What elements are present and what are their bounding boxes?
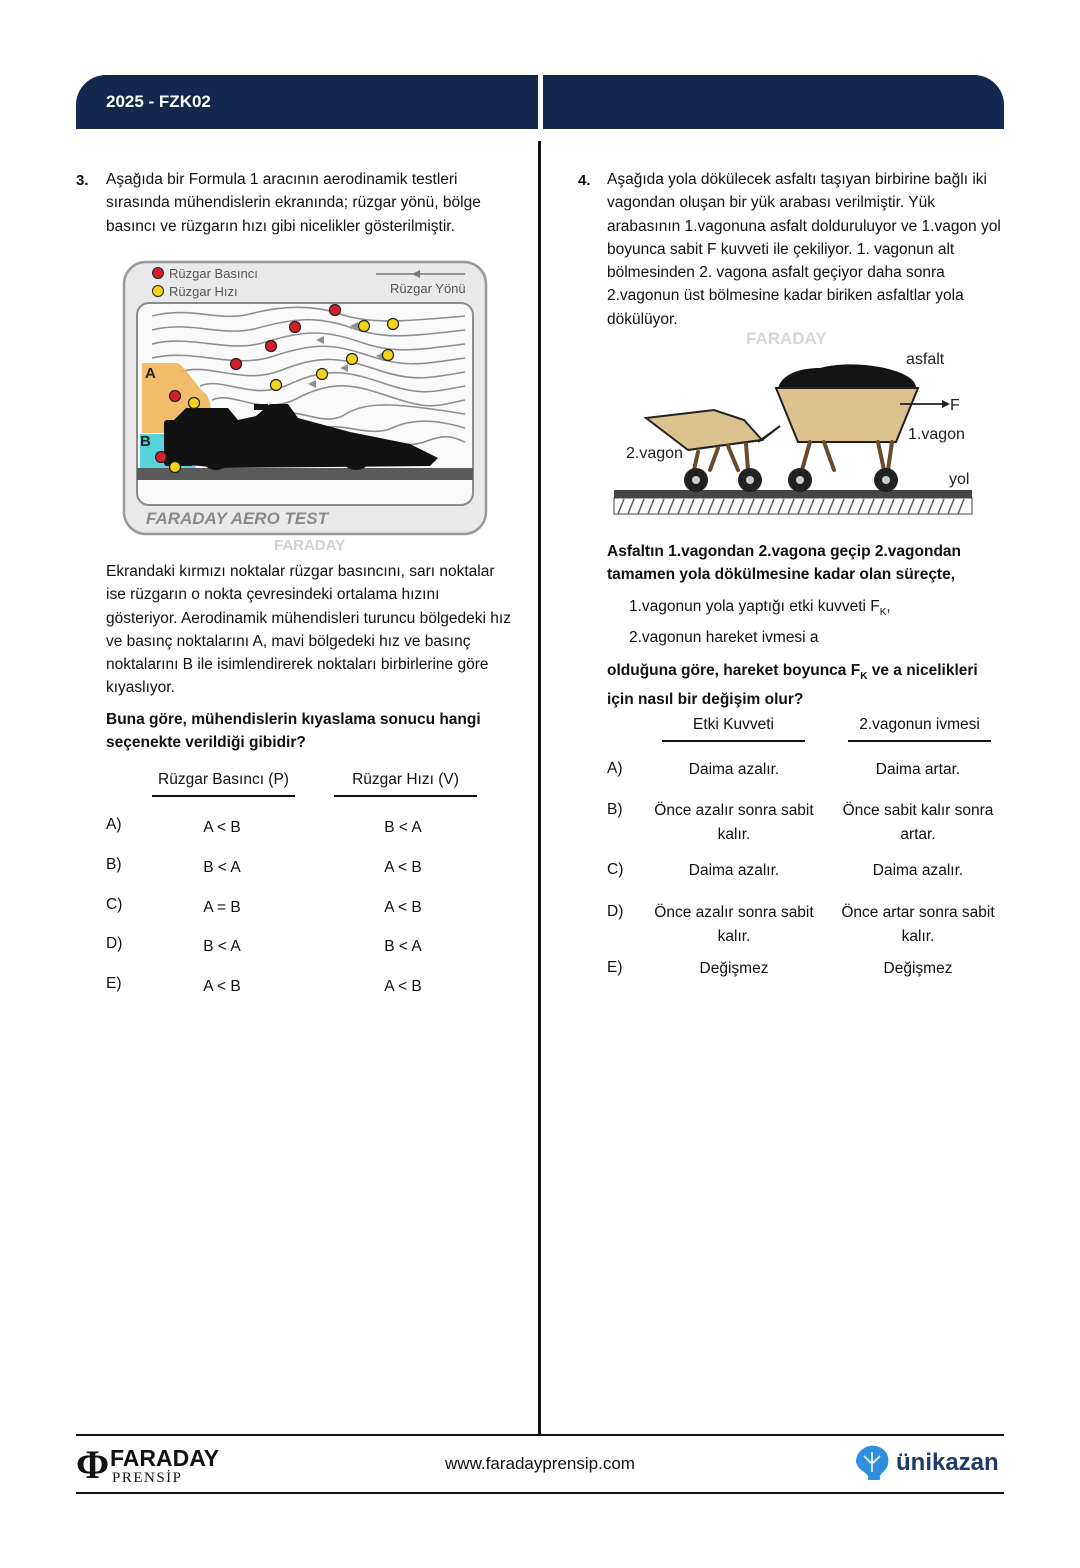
asphalt-label: asfalt [906, 351, 945, 368]
column-divider [538, 141, 541, 1434]
force-label: F [950, 397, 960, 414]
option-acceleration: Daima azalır. [872, 862, 964, 879]
watermark: FARADAY [746, 329, 827, 348]
q4-option-e[interactable] [607, 957, 1004, 983]
option-speed: B < A [384, 938, 422, 955]
option-letter: D) [106, 935, 123, 952]
aero-brand-text: FARADAY AERO TEST [146, 509, 328, 528]
option-speed: A < B [384, 859, 422, 876]
option-pressure: B < A [203, 938, 241, 955]
pressure-dot [266, 341, 277, 352]
wagon-1-label: 1.vagon [908, 426, 965, 443]
option-letter: A) [106, 816, 122, 833]
pressure-dot [231, 359, 242, 370]
q3-question: Buna göre, mühendislerin kıyaslama sonucu hangi seçenekte verildiği gibidir? [106, 711, 481, 752]
header-bar-left [76, 75, 538, 129]
phi-icon: Φ [76, 1442, 110, 1487]
track-ground [137, 468, 473, 480]
option-acceleration: Daima artar. [875, 761, 961, 778]
pressure-dot-b [156, 452, 167, 463]
legend-pressure-label: Rüzgar Basıncı [169, 266, 258, 281]
option-letter: B) [106, 856, 122, 873]
option-acceleration: Önce sabit kalır sonra artar. [842, 802, 994, 843]
q3-option-b[interactable] [106, 856, 506, 880]
option-letter: E) [607, 959, 623, 976]
speed-dot [271, 380, 282, 391]
q3-col-pressure: Rüzgar Basıncı (P) [152, 771, 295, 797]
speed-dot [347, 354, 358, 365]
q4-question: olduğuna göre, hareket boyunca $F_K$ ve a nicelikleri için nasıl bir değişim olur? [607, 662, 978, 709]
region-a-label: A [145, 365, 156, 382]
faraday-logo-text: FARADAY [110, 1445, 220, 1471]
legend-speed-dot [153, 286, 164, 297]
option-letter: D) [607, 903, 624, 920]
road-surface [614, 490, 972, 498]
q4-item-2: 2.vagonun hareket ivmesi a [629, 629, 819, 646]
q4-option-c[interactable] [607, 859, 1004, 885]
q4-number: 4. [578, 172, 591, 189]
option-force: Önce azalır sonra sabit kalır. [654, 904, 814, 945]
header-title: 2025 - FZK02 [106, 92, 211, 111]
q4-option-a[interactable] [607, 758, 1004, 784]
unikazan-logo [850, 1442, 1006, 1482]
q3-number: 3. [76, 172, 89, 189]
q3-intro: Aşağıda bir Formula 1 aracının aerodinamik testleri sırasında mühendislerin ekranında; rüzgar yönü, bölge basıncı ve rüzgarın hızı gibi nicelikler gösterilmiştir. [106, 171, 481, 235]
footer-url[interactable]: www.faradayprensip.com [445, 1454, 635, 1473]
legend-pressure-dot [153, 268, 164, 279]
option-pressure: A < B [203, 819, 241, 836]
footer-bottom-line [76, 1492, 1004, 1494]
wagon-figure [606, 322, 986, 518]
q4-bold-statement: Asfaltın 1.vagondan 2.vagona geçip 2.vagondan tamamen yola dökülmesine kadar olan süreçte, [607, 543, 961, 584]
q3-option-e[interactable] [106, 975, 506, 999]
q4-item-1: 1.vagonun yola yaptığı etki kuvveti $F_K$, [629, 598, 891, 619]
pressure-dot [330, 305, 341, 316]
option-pressure: B < A [203, 859, 241, 876]
option-letter: E) [106, 975, 122, 992]
pressure-dot [290, 322, 301, 333]
q4-intro: Aşağıda yola dökülecek asfaltı taşıyan birbirine bağlı iki vagondan oluşan bir yük arabası verilmiştir. Yük arabasının 1.vagonuna asfalt dolduruluyor ve 1.vagon yol boyunca sabit F kuvveti ile çekiliyor. 1. vagonun alt bölmesinden 2. vagona asfalt geçiyor daha sonra 2.vagonun üst bölmesine kadar biriken asfaltlar yola dökülüyor. [607, 171, 1001, 328]
q3-paragraph: Ekrandaki kırmızı noktalar rüzgar basıncını, sarı noktalar ise rüzgarın o nokta çevresindeki ortalama hızını gösteriyor. Aerodinamik mühendisleri turuncu bölgedeki hız ve basınç noktalarını A, mavi bölgedeki hız ve basınç noktalarını B ile isimlendirerek noktaları birbirlerine göre kıyaslıyor. [106, 563, 511, 697]
speed-dot [359, 321, 370, 332]
wind-direction-label: Rüzgar Yönü [390, 281, 466, 296]
q3-option-c[interactable] [106, 896, 506, 920]
speed-dot-b [170, 462, 181, 473]
option-force: Daima azalır. [688, 862, 780, 879]
asphalt-pile [778, 364, 916, 388]
road-label: yol [949, 471, 970, 488]
q3-option-d[interactable] [106, 935, 506, 959]
option-acceleration: Önce artar sonra sabit kalır. [841, 904, 995, 945]
option-pressure: A = B [203, 899, 241, 916]
option-speed: A < B [384, 899, 422, 916]
q4-col-force: Etki Kuvveti [662, 716, 805, 742]
prensip-logo-text: PRENSİP [112, 1470, 183, 1486]
legend-speed-label: Rüzgar Hızı [169, 284, 238, 299]
watermark: FARADAY [274, 537, 346, 554]
head-bulb-icon [856, 1446, 888, 1480]
wagon-1-body [776, 388, 918, 442]
option-speed: B < A [384, 819, 422, 836]
option-letter: B) [607, 801, 623, 818]
option-letter: C) [106, 896, 123, 913]
speed-dot [388, 319, 399, 330]
option-speed: A < B [384, 978, 422, 995]
option-force: Daima azalır. [688, 761, 780, 778]
speed-dot-a [189, 398, 200, 409]
pressure-dot-a [170, 391, 181, 402]
option-letter: C) [607, 861, 624, 878]
option-acceleration: Değişmez [883, 960, 953, 977]
q3-option-a[interactable] [106, 816, 506, 840]
region-b-label: B [140, 433, 151, 450]
speed-dot [383, 350, 394, 361]
option-pressure: A < B [203, 978, 241, 995]
unikazan-logo-text: ünikazan [896, 1449, 999, 1476]
option-letter: A) [607, 760, 623, 777]
speed-dot [317, 369, 328, 380]
q4-option-b[interactable] [607, 799, 1004, 849]
option-force: Önce azalır sonra sabit kalır. [654, 802, 814, 843]
option-force: Değişmez [699, 960, 769, 977]
q4-option-d[interactable] [607, 901, 1004, 951]
aero-test-figure [120, 258, 492, 554]
wagon-2-label: 2.vagon [626, 445, 683, 462]
header-bar-right [543, 75, 1004, 129]
q3-col-speed: Rüzgar Hızı (V) [334, 771, 477, 797]
q4-col-acceleration: 2.vagonun ivmesi [848, 716, 991, 742]
footer-top-line [76, 1434, 1004, 1436]
